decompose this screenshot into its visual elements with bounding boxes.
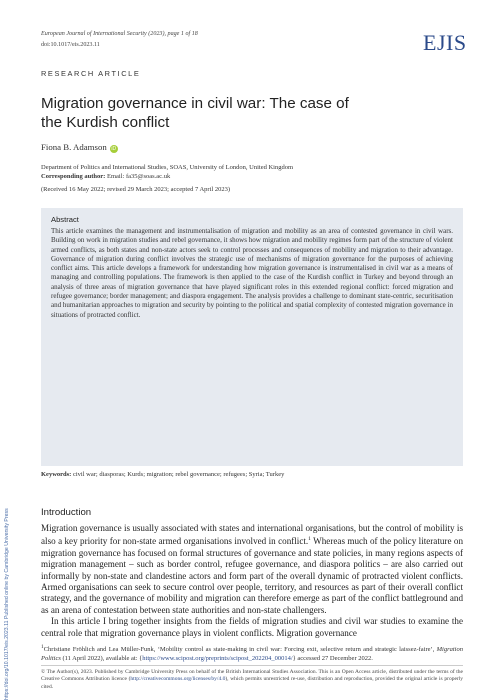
article-doi: doi:10.1017/eis.2023.11 <box>41 42 100 48</box>
license-link[interactable]: http://creativecommons.org/licenses/by/4.0 <box>130 676 226 683</box>
abstract-text: This article examines the management and instrumentalisation of migration and mobility as an area of contested governance in civil wars. Building on work in migration studies and rebel governance, it shows how migration and mobility regimes form part of the structure of violent armed conflicts, as both states and non-state actors seek to control processes and consequences of mobility and migration to their advantage. Governance of migration during conflict involves the strategic use of mechanisms of migration governance for the purposes of achieving conflict aims. This article develops a framework for understanding how migration governance is instrumentalised in civil war as a means of managing and controlling populations. The framework is then applied to the case of the Kurdish conflict in Turkey and beyond through an analysis of three areas of migration governance that have played significant roles in this extended regional conflict: forced migration and refugee governance; border management; and diaspora engagement. The analysis provides a challenge to dominant state-centric, securitisation and humanitarian approaches to migration and security by pointing to the political and spatial complexity of contested migration governance in situations of protracted conflict. <box>51 227 453 319</box>
author-name: Fiona B. Adamson <box>41 142 107 152</box>
license-divider <box>41 665 463 666</box>
footnote-ref[interactable]: 1 <box>308 536 311 543</box>
affiliation <box>41 164 293 181</box>
intro-paragraph-1 <box>41 523 463 616</box>
footnote <box>41 643 463 663</box>
keywords-value: civil war; diasporas; Kurds; migration; rebel governance; refugees; Syria; Turkey <box>72 471 285 478</box>
license-text-a: © The Author(s), 2023. Published by Cambridge University Press on behalf of the British International Studies Association. This is an Open Access article, distributed under the terms of the Creative Commons Attribution licence ( <box>41 669 463 683</box>
department: Department of Politics and International Studies, SOAS, University of London, United Kingdom <box>41 164 294 171</box>
footnote-text-a: Christiane Fröhlich and Lea Müller-Funk, ‘Mobility control as state-making in civil war: Forcing exit, selective return and strategic laissez-faire’, <box>43 646 437 654</box>
corresponding-author <box>41 173 293 182</box>
journal-logo: EJIS <box>423 30 467 55</box>
intro-p1-b: Whereas much of the policy literature on migration governance has focused on formal structures of governance and state policies, in many regions aspects of migration management – such as border control, refugee governance, and diaspora politics – are also carried out informally by non-state and clandestine actors and form part of the overall dynamic of protracted violent conflicts. Armed organisations can seek to secure control over people, territory, and resources as part of their overall conflict strategy, and the governance of mobility and migration can therefore emerge as part of the conflict battleground and as an arena of contestation between state authorities and non-state challengers. <box>41 536 463 615</box>
corresponding-email[interactable]: Email: fa35@soas.ac.uk <box>106 172 171 180</box>
keywords <box>41 471 284 478</box>
abstract-heading: Abstract <box>51 215 79 224</box>
author-line <box>41 142 118 153</box>
article-title: Migration governance in civil war: The case of the Kurdish conflict <box>41 95 349 131</box>
abstract-box <box>41 208 463 466</box>
received-dates: (Received 16 May 2022; revised 29 March 2023; accepted 7 April 2023) <box>41 186 230 193</box>
footnote-journal: Migration Politics <box>41 646 463 662</box>
footnote-link[interactable]: https://www.scipost.org/preprints/scipost_202204_00014/ <box>142 654 293 662</box>
keywords-label: Keywords: <box>41 471 72 478</box>
footnote-text-c: } accessed 27 December 2022. <box>292 654 373 662</box>
journal-citation: European Journal of International Security (2023), page 1 of 18 <box>41 31 198 37</box>
doi-sidebar-text[interactable]: https://doi.org/10.1017/eis.2023.11 Published online by Cambridge University Press <box>4 508 10 700</box>
intro-paragraph-2: In this article I bring together insights from the fields of migration studies and civil war studies to examine the central role that migration governance plays in violent conflicts. Migration governance <box>41 616 463 638</box>
article-type: RESEARCH ARTICLE <box>41 69 141 78</box>
orcid-icon[interactable]: iD <box>111 146 117 152</box>
footnote-text-b: (11 April 2022), available at: { <box>60 654 143 662</box>
corresponding-label: Corresponding author: <box>41 172 106 180</box>
doi-sidebar <box>0 395 14 700</box>
introduction-heading: Introduction <box>41 507 92 518</box>
intro-p1-a: Migration governance is usually associated with states and international organisations, but the control of mobility is also a key priority for non-state armed organisations involved in conflict. <box>41 523 463 547</box>
body-text <box>41 523 463 639</box>
license-notice <box>41 669 463 691</box>
license-text-b: ), which permits unrestricted re-use, distribution and reproduction, provided the original article is properly cited. <box>41 676 463 690</box>
footnote-number: 1 <box>41 644 44 650</box>
